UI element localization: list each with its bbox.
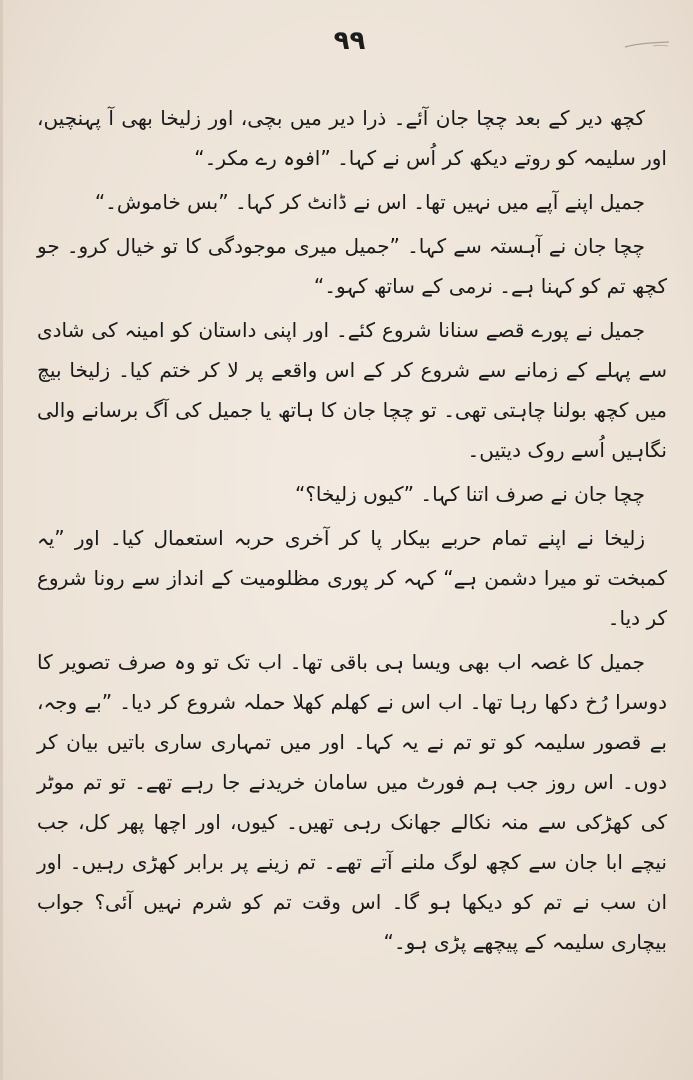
paragraph: زلیخا نے اپنے تمام حربے بیکار پا کر آخری حربہ استعمال کیا۔ اور ”یہ کمبخت تو میرا دشمن ہے“ کہہ کر پوری مظلومیت کے انداز سے رونا شروع کر دیا۔ — [37, 526, 667, 630]
paragraph: جمیل نے پورے قصے سنانا شروع کئے۔ اور اپنی داستان کو امینہ کی شادی سے پہلے کے زمانے سے شروع کر کے اس واقعے پر لا کر ختم کیا۔ زلیخا بیچ میں کچھ بولنا چاہتی تھی۔ تو چچا جان کا ہاتھ یا جمیل کی آگ برسانے والی نگاہیں اُسے روک دیتیں۔ — [37, 318, 667, 462]
paragraph: کچھ دیر کے بعد چچا جان آئے۔ ذرا دیر میں بچی، اور زلیخا بھی آ پہنچیں، اور سلیمہ کو روتے دیکھ کر اُس نے کہا۔ ”افوہ رے مکر۔“ — [37, 106, 667, 170]
paragraph: چچا جان نے آہستہ سے کہا۔ ”جمیل میری موجودگی کا تو خیال کرو۔ جو کچھ تم کو کہنا ہے۔ نرمی کے ساتھ کہو۔“ — [37, 234, 667, 298]
paragraph: جمیل اپنے آپے میں نہیں تھا۔ اس نے ڈانٹ کر کہا۔ ”بس خاموش۔“ — [94, 190, 645, 214]
page-body-text — [37, 98, 667, 966]
paragraph: چچا جان نے صرف اتنا کہا۔ ”کیوں زلیخا؟“ — [294, 482, 645, 506]
page-number: ۹۹ — [333, 26, 366, 56]
stray-pencil-mark — [623, 40, 671, 50]
paragraph: جمیل کا غصہ اب بھی ویسا ہی باقی تھا۔ اب تک تو وہ صرف تصویر کا دوسرا رُخ دکھا رہا تھا۔ اب اس نے کھلم کھلا حملہ شروع کر دیا۔ ”بے وجہ، بے قصور سلیمہ کو تو تم نے یہ کہا۔ اور میں تمہاری ساری باتیں بیان کر دوں۔ اس روز جب ہم فورٹ میں سامان خریدنے جا رہے تھے۔ تو تم موٹر کی کھڑکی سے منہ نکالے جھانک رہی تھیں۔ کیوں، اور اچھا پھر کل، جب نیچے ابا جان سے کچھ لوگ ملنے آتے تھے۔ تم زینے پر برابر کھڑی رہیں۔ اور ان سب نے تم کو دیکھا ہو گا۔ اس وقت تم کو شرم نہیں آئی؟ جواب بیچاری سلیمہ کے پیچھے پڑی ہو۔“ — [37, 650, 667, 954]
